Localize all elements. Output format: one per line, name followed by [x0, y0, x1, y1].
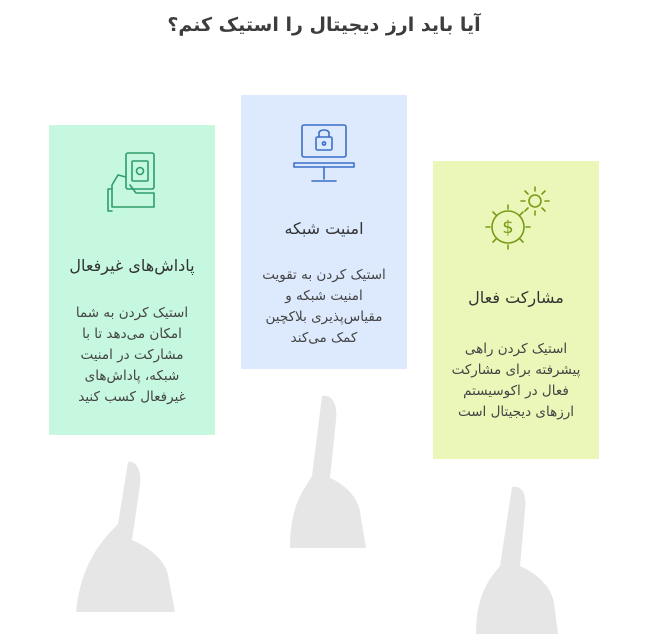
card-heading: پاداش‌های غیرفعال	[69, 256, 195, 275]
card-passive-rewards	[49, 125, 215, 435]
card-heading: امنیت شبکه	[284, 219, 364, 238]
cash-hand-icon	[106, 149, 160, 215]
svg-text:$: $	[502, 217, 514, 238]
card-heading: مشارکت فعال	[468, 288, 564, 307]
page-title: آیا باید ارز دیجیتال را استیک کنم؟	[167, 14, 481, 36]
card-body: استیک کردن به تقویت امنیت شبکه و مقیاس‌پذیری بلاکچین کمک می‌کند	[262, 267, 386, 346]
card-body: استیک کردن به شما امکان می‌دهد تا با مشارکت در امنیت شبکه، پاداش‌های غیرفعال کسب کنید	[75, 305, 189, 405]
card-active-participation	[433, 161, 599, 459]
hand-left-icon	[76, 462, 175, 612]
dollar-gears-icon	[480, 183, 554, 253]
card-network-security	[241, 95, 407, 369]
hand-right-icon	[476, 487, 558, 634]
laptop-lock-icon	[292, 123, 356, 185]
hand-middle-icon	[290, 396, 366, 548]
card-body: استیک کردن راهی پیشرفته برای مشارکت فعال در اکوسیستم ارزهای دیجیتال است	[451, 341, 581, 420]
